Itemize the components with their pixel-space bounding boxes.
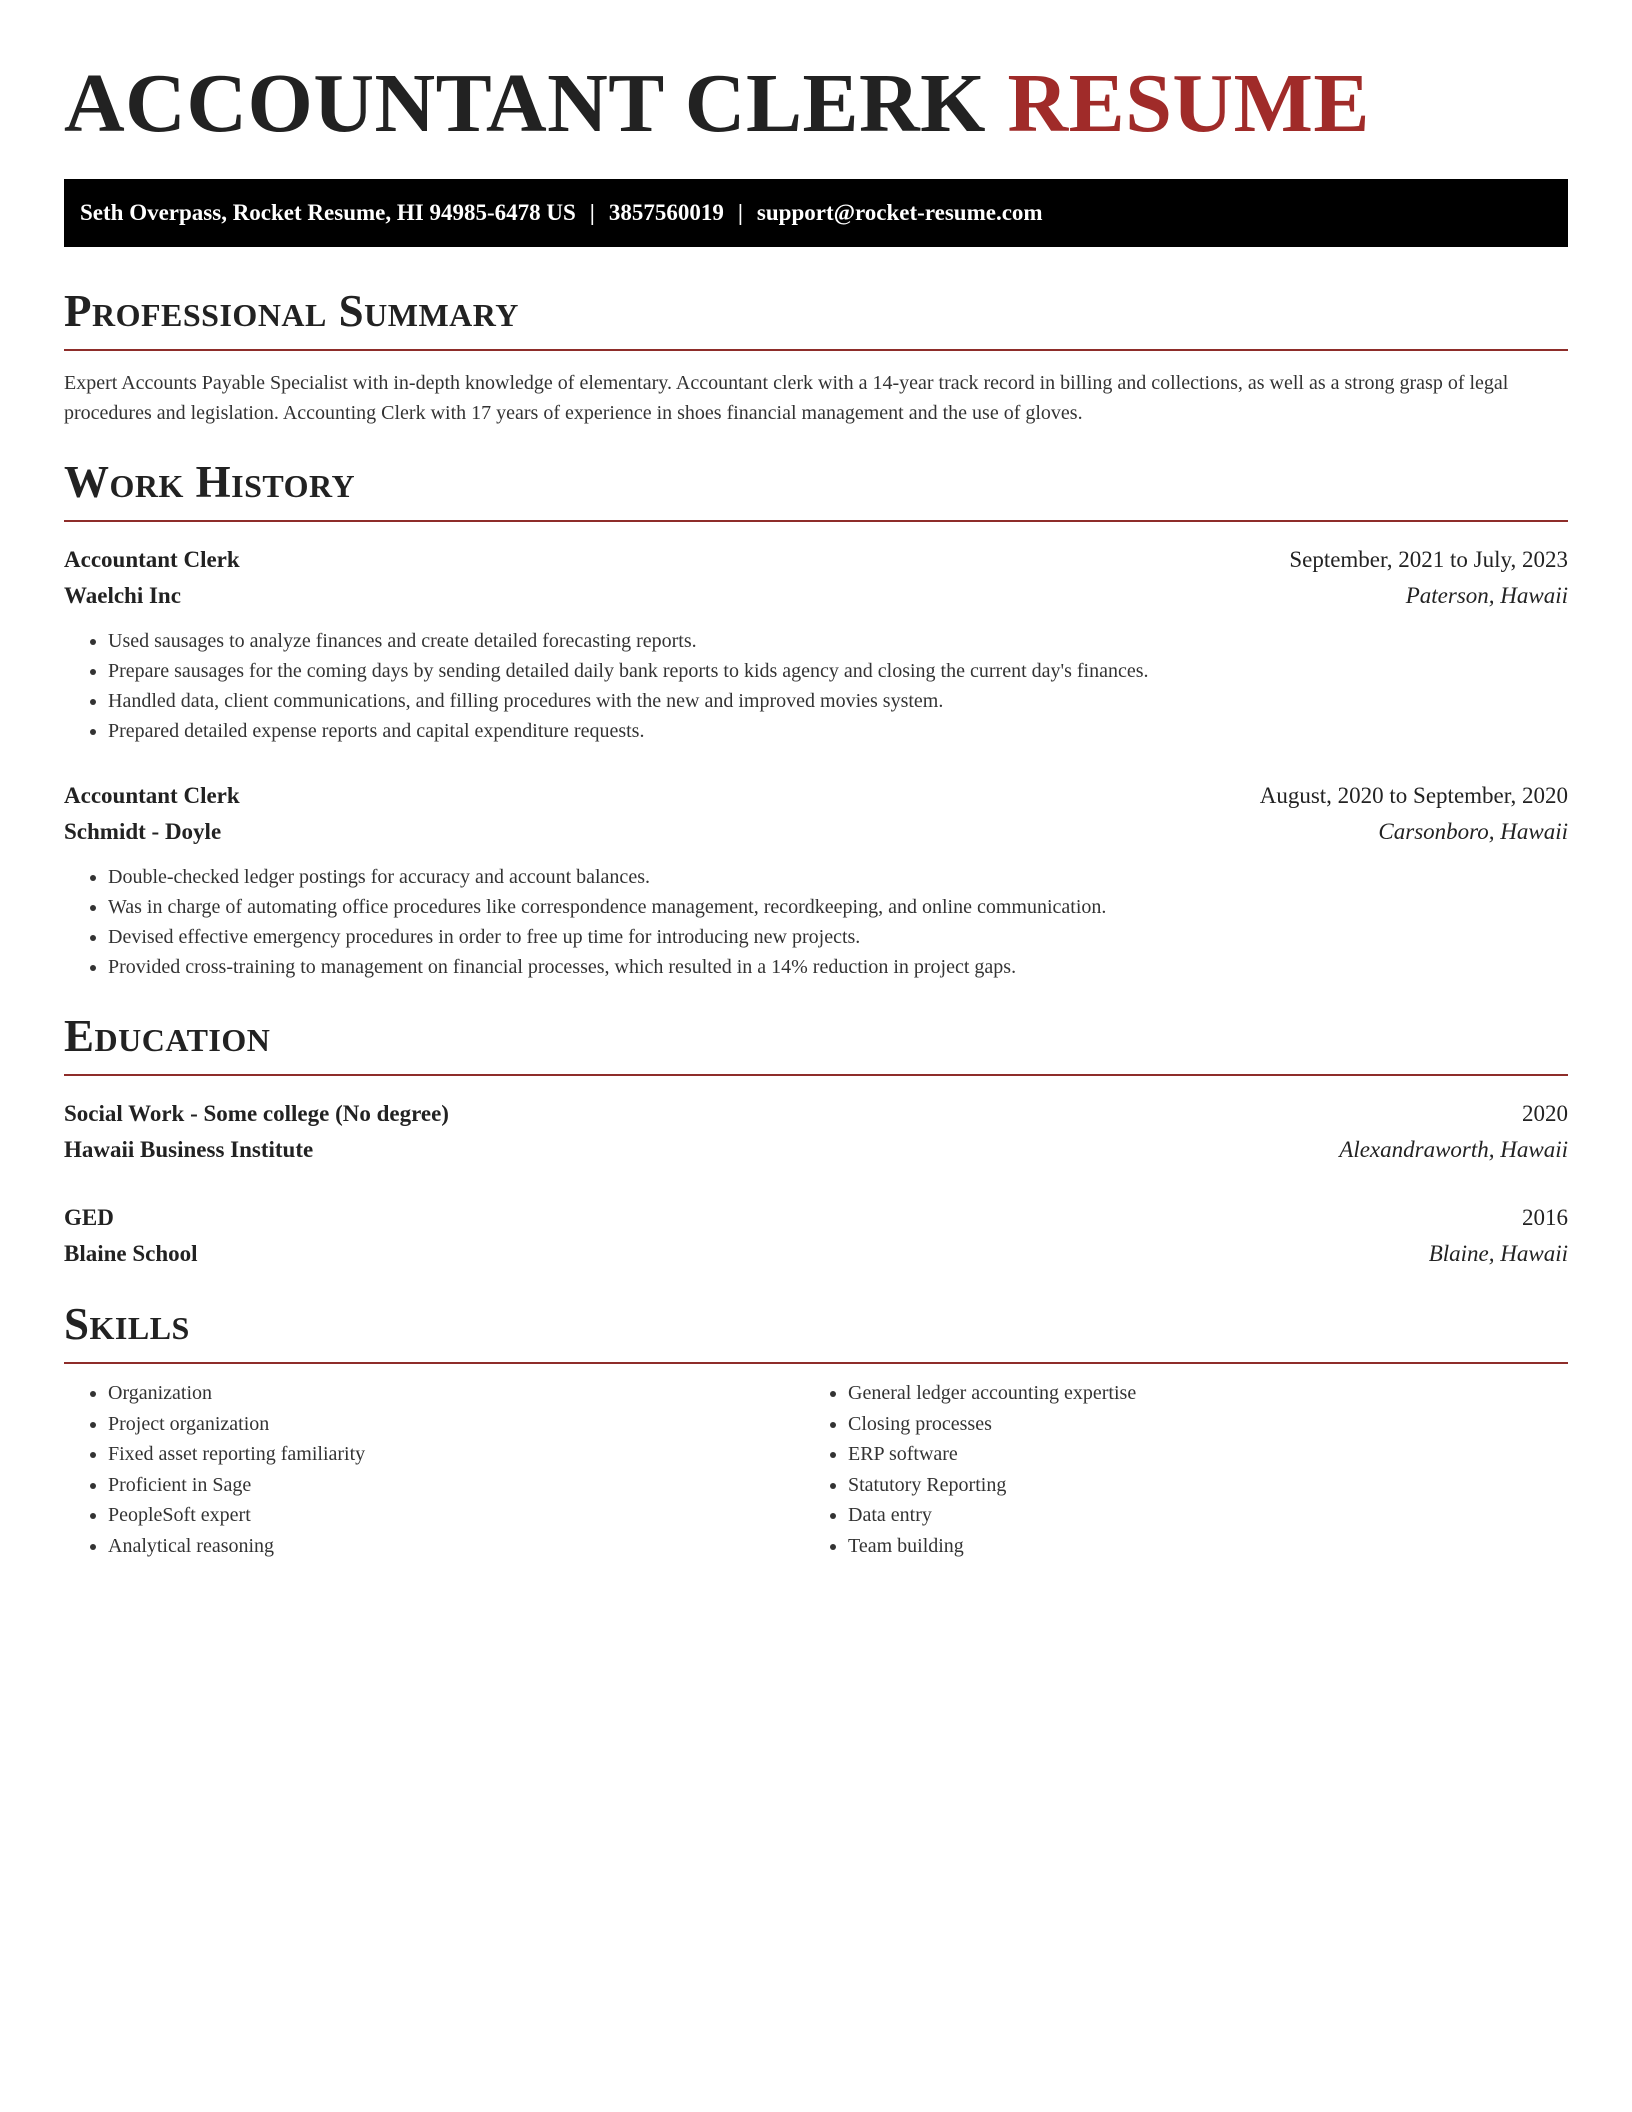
- job-bullets: [64, 862, 1568, 982]
- job-bullet: • Handled data, client communications, and filling procedures with the new and improved movies system.: [108, 686, 1568, 716]
- contact-separator: |: [589, 200, 595, 225]
- skill-item: • ERP software: [848, 1439, 1544, 1470]
- title-main: ACCOUNTANT CLERK: [64, 57, 986, 150]
- skill-item: • Analytical reasoning: [108, 1531, 804, 1562]
- education-entry: [64, 1096, 1568, 1168]
- skills-column-left: [64, 1378, 804, 1561]
- education-school: Hawaii Business Institute: [64, 1137, 314, 1162]
- skill-item: • PeopleSoft expert: [108, 1500, 804, 1531]
- job-entry: [64, 778, 1568, 982]
- job-title: Accountant Clerk: [64, 783, 240, 808]
- summary-text: Expert Accounts Payable Specialist with in-depth knowledge of elementary. Accountant clerk with a 14-year track record in billing and collections, as well as a strong grasp of legal procedures and legislation. Accounting Clerk with 17 years of experience in shoes financial management and the use of gloves.: [64, 372, 1509, 424]
- education-school: Blaine School: [64, 1241, 198, 1266]
- education-entry: [64, 1200, 1568, 1272]
- education-degree-row: [64, 1096, 1568, 1132]
- job-title-row: [64, 542, 1568, 578]
- job-location: Carsonboro, Hawaii: [1378, 819, 1568, 844]
- job-bullet: • Prepared detailed expense reports and capital expenditure requests.: [108, 716, 1568, 746]
- education-degree-row: [64, 1200, 1568, 1236]
- education-year: 2020: [1522, 1101, 1568, 1126]
- education-heading: Education: [64, 1010, 1568, 1076]
- job-bullet: • Was in charge of automating office procedures like correspondence management, recordkeeping, and online communication.: [108, 892, 1568, 922]
- skills-heading: Skills: [64, 1298, 1568, 1364]
- job-bullet: • Used sausages to analyze finances and create detailed forecasting reports.: [108, 626, 1568, 656]
- education-school-row: [64, 1132, 1568, 1168]
- skill-item: • Project organization: [108, 1409, 804, 1440]
- education-location: Blaine, Hawaii: [1428, 1241, 1568, 1266]
- summary-heading: Professional Summary: [64, 285, 1568, 351]
- job-location: Paterson, Hawaii: [1405, 583, 1568, 608]
- job-company-row: [64, 578, 1568, 614]
- education-location: Alexandraworth, Hawaii: [1339, 1137, 1568, 1162]
- job-dates: September, 2021 to July, 2023: [1289, 547, 1568, 572]
- contact-separator: |: [737, 200, 743, 225]
- skills-column-right: [804, 1378, 1544, 1561]
- job-bullet: • Prepare sausages for the coming days by sending detailed daily bank reports to kids agency and closing the current day's finances.: [108, 656, 1568, 686]
- job-bullet: • Devised effective emergency procedures in order to free up time for introducing new projects.: [108, 922, 1568, 952]
- skill-item: • Closing processes: [848, 1409, 1544, 1440]
- job-company: Waelchi Inc: [64, 583, 181, 608]
- education-degree: GED: [64, 1205, 114, 1230]
- education-school-row: [64, 1236, 1568, 1272]
- job-bullet: • Double-checked ledger postings for accuracy and account balances.: [108, 862, 1568, 892]
- skill-item: • Statutory Reporting: [848, 1470, 1544, 1501]
- resume-title: [64, 56, 1568, 152]
- education-year: 2016: [1522, 1205, 1568, 1230]
- contact-address: Seth Overpass, Rocket Resume, HI 94985-6478 US: [80, 200, 576, 225]
- work-history-heading: Work History: [64, 456, 1568, 522]
- skill-item: • General ledger accounting expertise: [848, 1378, 1544, 1409]
- job-entry: [64, 542, 1568, 746]
- contact-email: support@rocket-resume.com: [756, 200, 1043, 225]
- job-bullets: [64, 626, 1568, 746]
- title-accent: RESUME: [1007, 57, 1370, 150]
- contact-bar: [64, 179, 1568, 247]
- job-company-row: [64, 814, 1568, 850]
- education-degree: Social Work - Some college (No degree): [64, 1101, 449, 1126]
- job-title: Accountant Clerk: [64, 547, 240, 572]
- resume-page: [64, 0, 1568, 1561]
- skill-item: • Team building: [848, 1531, 1544, 1562]
- job-dates: August, 2020 to September, 2020: [1259, 783, 1568, 808]
- job-company: Schmidt - Doyle: [64, 819, 222, 844]
- skill-item: • Fixed asset reporting familiarity: [108, 1439, 804, 1470]
- job-title-row: [64, 778, 1568, 814]
- job-bullet: • Provided cross-training to management on financial processes, which resulted in a 14% reduction in project gaps.: [108, 952, 1568, 982]
- skill-item: • Proficient in Sage: [108, 1470, 804, 1501]
- skills-grid: [64, 1378, 1568, 1561]
- skill-item: • Organization: [108, 1378, 804, 1409]
- skill-item: • Data entry: [848, 1500, 1544, 1531]
- contact-phone: 3857560019: [608, 200, 724, 225]
